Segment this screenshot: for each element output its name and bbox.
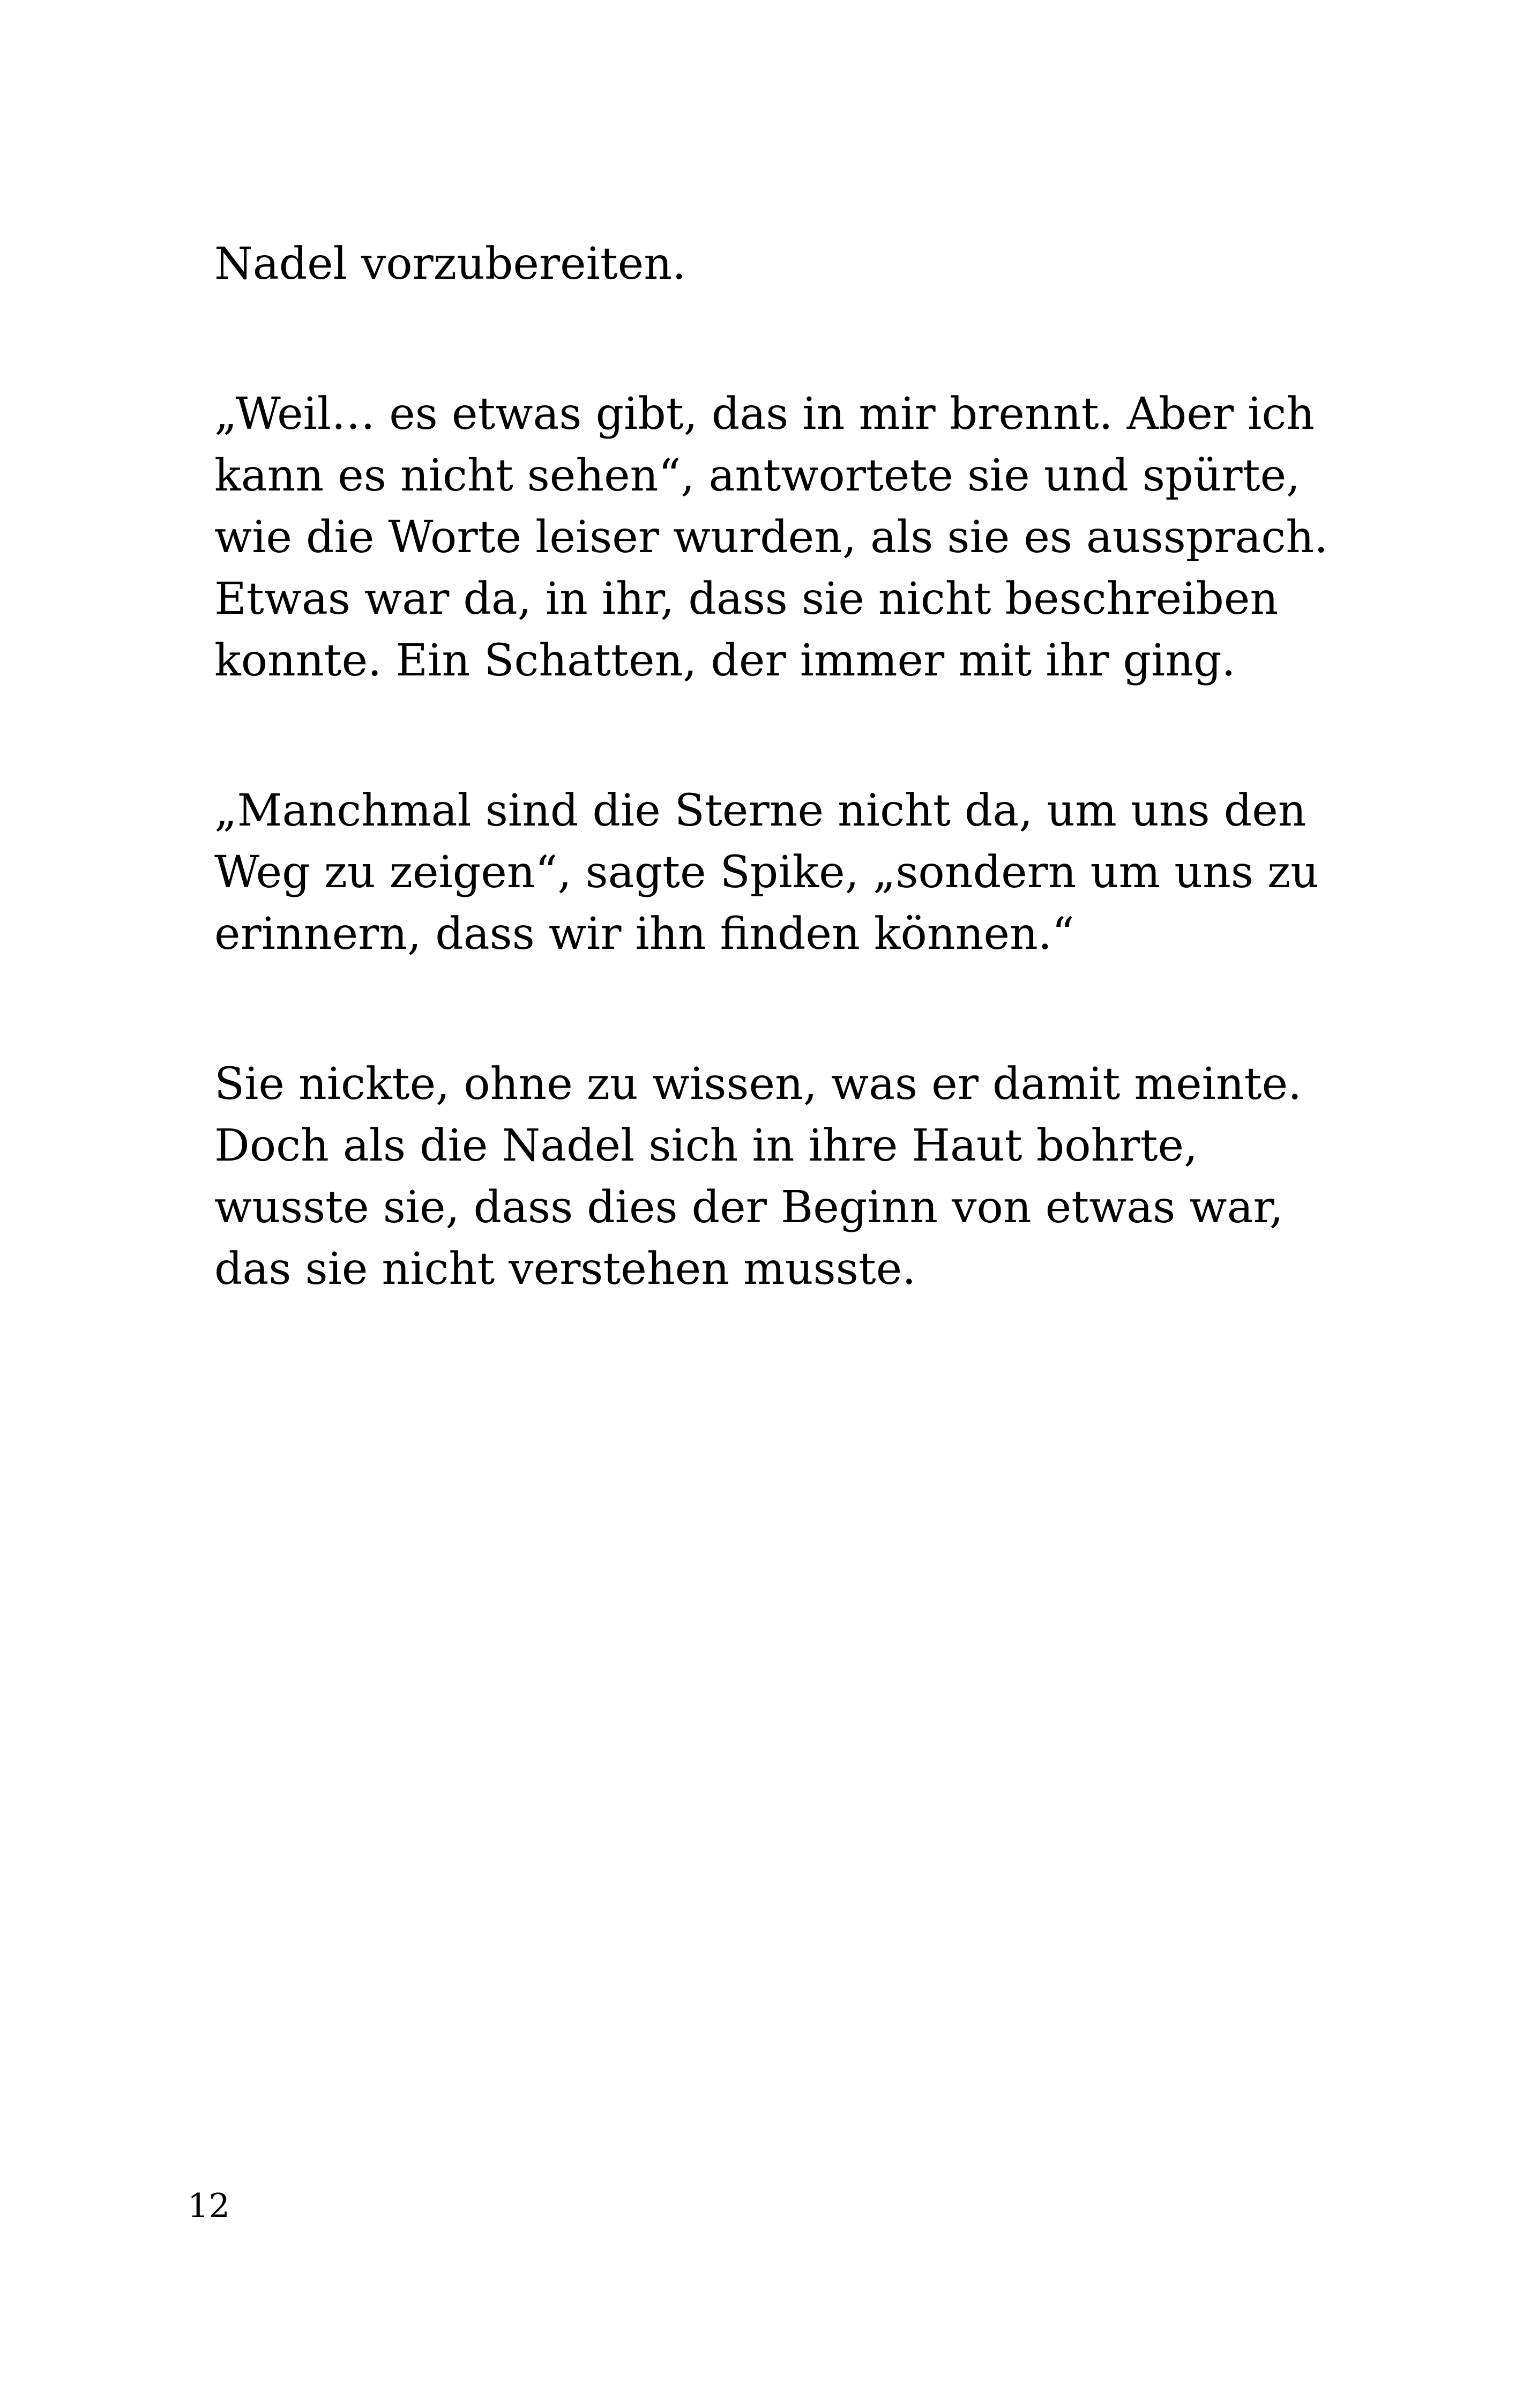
text-line: Nadel vorzubereiten.: [214, 239, 686, 289]
text-line: Etwas war da, in ihr, dass sie nicht beschreiben: [214, 574, 1279, 625]
paragraph-gap: [214, 965, 1313, 1053]
text-line: wusste sie, dass dies der Beginn von etwas war,: [214, 1182, 1283, 1233]
text-line: Weg zu zeigen“, sagte Spike, „sondern um uns zu: [214, 847, 1319, 898]
text-line: konnte. Ein Schatten, der immer mit ihr ging.: [214, 635, 1236, 686]
paragraph-gap: [214, 295, 1313, 383]
paragraph: [214, 780, 1319, 965]
text-line: wie die Worte leiser wurden, als sie es aussprach.: [214, 512, 1328, 563]
page-number: 12: [188, 2186, 230, 2225]
text-line: das sie nicht verstehen musste.: [214, 1244, 916, 1295]
text-line: Sie nickte, ohne zu wissen, was er damit meinte.: [214, 1059, 1302, 1110]
paragraph: [214, 383, 1328, 692]
text-line: Doch als die Nadel sich in ihre Haut bohrte,: [214, 1120, 1198, 1171]
text-line: „Weil… es etwas gibt, das in mir brennt. Aber ich: [214, 389, 1315, 440]
text-line: erinnern, dass wir ihn finden können.“: [214, 909, 1074, 960]
text-line: kann es nicht sehen“, antwortete sie und spürte,: [214, 450, 1301, 501]
paragraph-gap: [214, 692, 1313, 780]
body-text: [214, 233, 1328, 1300]
text-line: „Manchmal sind die Sterne nicht da, um uns den: [214, 785, 1307, 836]
paragraph: [214, 233, 1313, 295]
paragraph: [214, 1053, 1313, 1300]
